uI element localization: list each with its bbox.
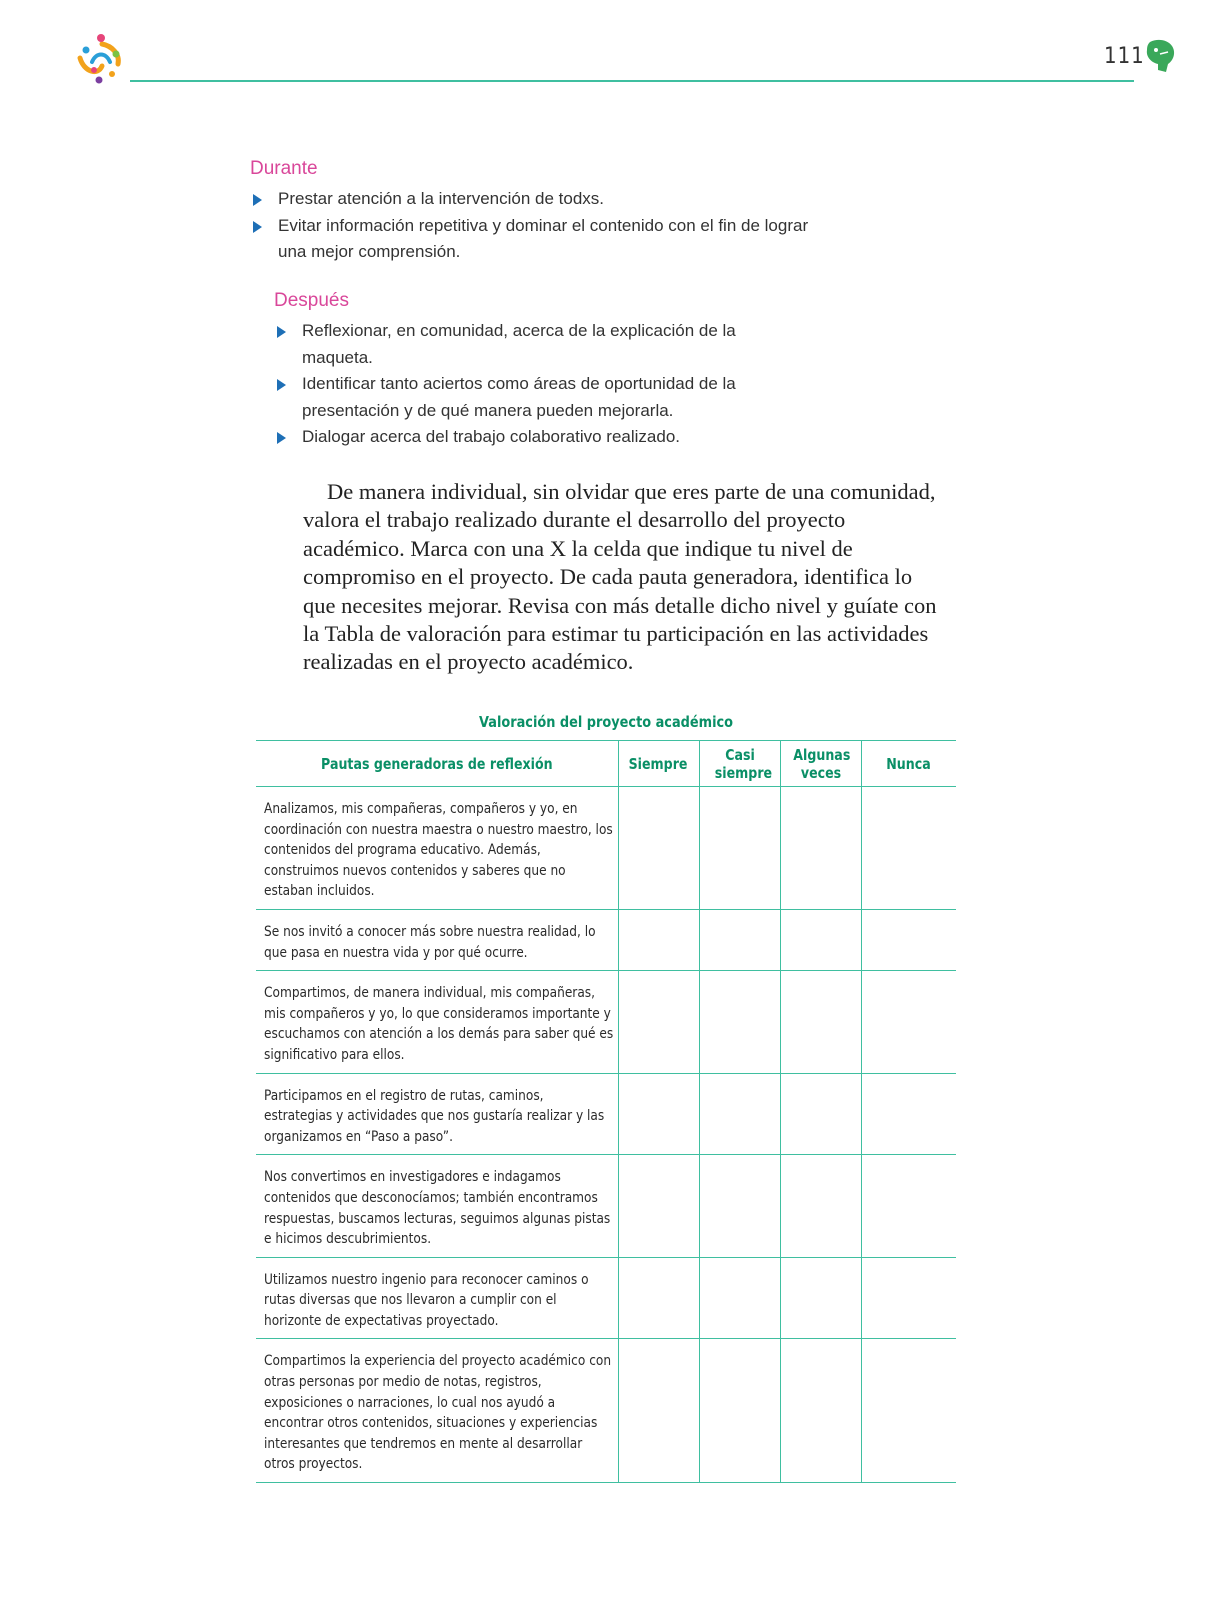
check-cell-algunas-veces[interactable] [780,1257,861,1339]
pauta-cell: Se nos invitó a conocer más sobre nuestra realidad, lo que pasa en nuestra vida y por qué ocurre. [256,909,618,970]
bullet-arrow-icon [277,379,286,391]
pauta-cell: Utilizamos nuestro ingenio para reconocer caminos o rutas diversas que nos llevaron a cumplir con el horizonte de expectativas proyectado. [256,1257,618,1339]
pauta-cell: Compartimos la experiencia del proyecto académico con otras personas por medio de notas, registros, exposiciones o narraciones, lo cual nos ayudó a encontrar otros contenidos, situaciones y experiencias interesantes que tendremos en mente al desarrollar otros proyectos. [256,1339,618,1483]
check-cell-casi-siempre[interactable] [699,1339,780,1483]
pauta-cell: Compartimos, de manera individual, mis compañeras, mis compañeros y yo, lo que consideramos importante y escuchamos con atención a los demás para saber qué es significativo para ellos. [256,971,618,1073]
check-cell-siempre[interactable] [618,1257,699,1339]
assessment-table [256,740,956,1483]
intro-paragraph: De manera individual, sin olvidar que eres parte de una comunidad, valora el trabajo realizado durante el desarrollo del proyecto académico. Marca con una X la celda que indique tu nivel de compromiso en el proyecto. De cada pauta generadora, identifica lo que necesites mejorar. Revisa con más detalle dicho nivel y guíate con la Tabla de valoración para estimar tu participación en las actividades realizadas en el proyecto académico. [303,479,937,675]
table-row [256,909,956,970]
check-cell-siempre[interactable] [618,787,699,910]
despues-title: Después [274,290,349,311]
table-header-row [256,741,956,787]
check-cell-nunca[interactable] [861,787,956,910]
check-cell-algunas-veces[interactable] [780,1155,861,1257]
pauta-cell: Analizamos, mis compañeras, compañeros y yo, en coordinación con nuestra maestra o nuestro maestro, los contenidos del programa educativo. Además, construimos nuevos contenidos y saberes que no estaban incluidos. [256,787,618,910]
bullet-arrow-icon [253,194,262,206]
check-cell-algunas-veces[interactable] [780,971,861,1073]
table-row [256,971,956,1073]
check-cell-casi-siempre[interactable] [699,971,780,1073]
header-casi-siempre: Casi siempre [699,741,780,787]
check-cell-siempre[interactable] [618,971,699,1073]
pauta-cell: Participamos en el registro de rutas, caminos, estrategias y actividades que nos gustaría realizar y las organizamos en “Paso a paso”. [256,1073,618,1155]
check-cell-nunca[interactable] [861,909,956,970]
check-cell-siempre[interactable] [618,909,699,970]
check-cell-siempre[interactable] [618,1073,699,1155]
table-row [256,1073,956,1155]
check-cell-casi-siempre[interactable] [699,1155,780,1257]
table-title: Valoración del proyecto académico [478,713,734,731]
check-cell-casi-siempre[interactable] [699,1257,780,1339]
check-cell-algunas-veces[interactable] [780,787,861,910]
list-item: Evitar información repetitiva y dominar el contenido con el fin de lograr una mejor comprensión. [250,213,810,266]
despues-section [274,290,794,451]
table-row [256,787,956,910]
header-pautas: Pautas generadoras de reflexión [256,741,618,787]
durante-title: Durante [250,158,318,179]
bullet-arrow-icon [277,326,286,338]
list-item: Reflexionar, en comunidad, acerca de la explicación de la maqueta. [274,318,794,371]
list-item: Dialogar acerca del trabajo colaborativo realizado. [274,424,794,451]
durante-list [250,186,810,266]
check-cell-nunca[interactable] [861,1257,956,1339]
header-siempre: Siempre [618,741,699,787]
check-cell-siempre[interactable] [618,1339,699,1483]
table-row [256,1339,956,1483]
corner-emblem-icon [1144,38,1176,74]
assessment-table-section [256,712,956,1483]
list-item: Identificar tanto aciertos como áreas de oportunidad de la presentación y de qué manera pueden mejorarla. [274,371,794,424]
despues-list [274,318,794,451]
check-cell-siempre[interactable] [618,1155,699,1257]
check-cell-nunca[interactable] [861,1339,956,1483]
pauta-cell: Nos convertimos en investigadores e indagamos contenidos que desconocíamos; también encontramos respuestas, buscamos lecturas, seguimos algunas pistas e hicimos descubrimientos. [256,1155,618,1257]
durante-section [250,158,810,266]
check-cell-algunas-veces[interactable] [780,909,861,970]
check-cell-nunca[interactable] [861,1073,956,1155]
publisher-logo [72,32,128,86]
check-cell-casi-siempre[interactable] [699,1073,780,1155]
bullet-arrow-icon [277,432,286,444]
table-row [256,1257,956,1339]
bullet-arrow-icon [253,221,262,233]
check-cell-nunca[interactable] [861,971,956,1073]
header-nunca: Nunca [861,741,956,787]
header-algunas-veces: Algunas veces [780,741,861,787]
page-number: 111 [1104,44,1145,69]
header-rule [130,80,1134,82]
check-cell-nunca[interactable] [861,1155,956,1257]
check-cell-algunas-veces[interactable] [780,1073,861,1155]
table-row [256,1155,956,1257]
check-cell-casi-siempre[interactable] [699,909,780,970]
check-cell-casi-siempre[interactable] [699,787,780,910]
check-cell-algunas-veces[interactable] [780,1339,861,1483]
list-item: Prestar atención a la intervención de todxs. [250,186,810,213]
